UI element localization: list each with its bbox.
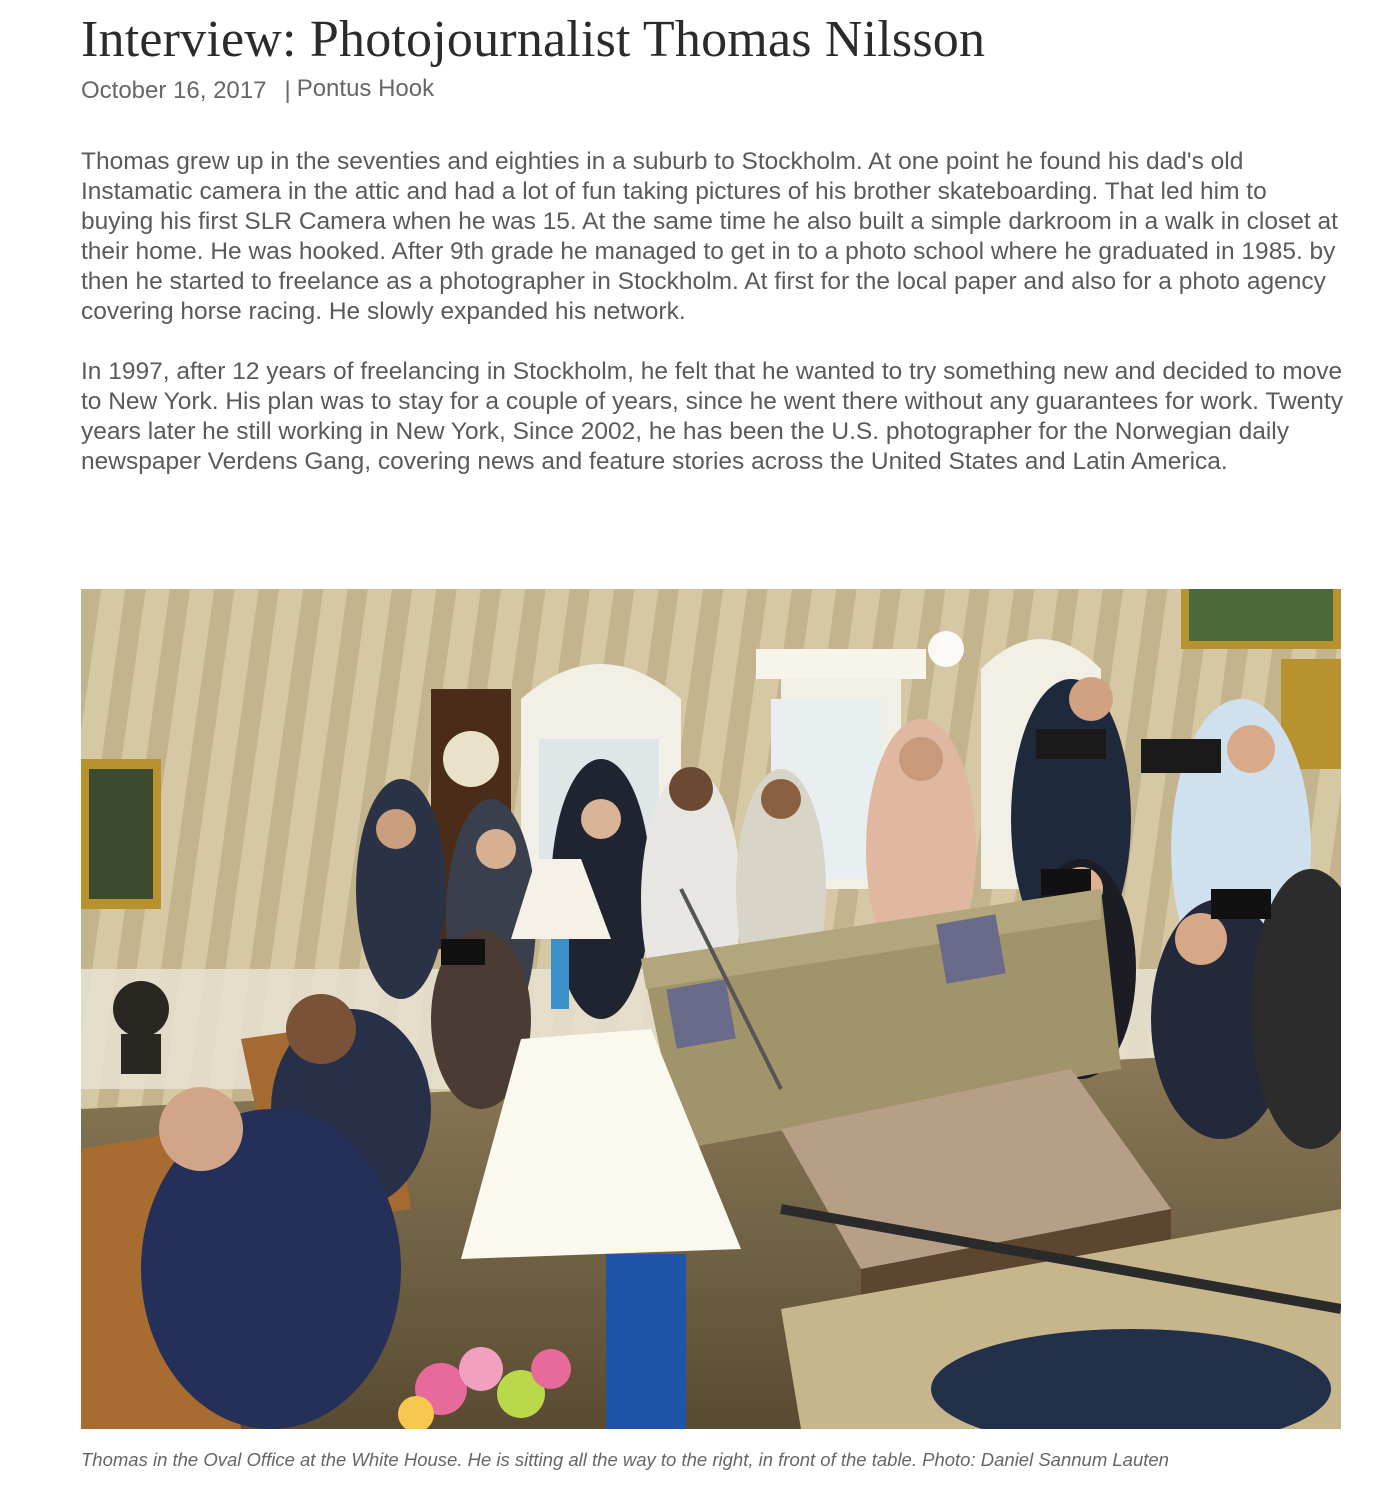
article-title: Interview: Photojournalist Thomas Nilsson (81, 11, 986, 68)
bust (113, 981, 169, 1037)
meta-separator: | (284, 77, 291, 104)
publish-date: October 16, 2017 (81, 77, 267, 104)
author-link[interactable]: Pontus Hook (296, 75, 435, 102)
lamp-base (606, 1254, 686, 1429)
article-body (81, 147, 1343, 507)
paragraph-1: Thomas grew up in the seventies and eighties in a suburb to Stockholm. At one point he found his dad's old Instamatic camera in the attic and had a lot of fun taking pictures of his brother skateboarding. That led him to buying his first SLR Camera when he was 15. At the same time he also built a simple darkroom in a walk in closet at their home. He was hooked. After 9th grade he managed to get in to a photo school where he graduated in 1985. by then he started to freelance as a photographer in Stockholm. At first for the local paper and also for a photo agency covering horse racing. He slowly expanded his network. (81, 148, 1338, 325)
photo-caption: Thomas in the Oval Office at the White House. He is sitting all the way to the right, in front of the table. Photo: Daniel Sannum Lauten (81, 1449, 1169, 1470)
seated-person-left (159, 1087, 243, 1171)
paragraph-2: In 1997, after 12 years of freelancing in Stockholm, he felt that he wanted to try something new and decided to move to New York. His plan was to stay for a couple of years, since he went there without any guarantees for work. Twenty years later he still working in New York, Since 2002, he has been the U.S. photographer for the Norwegian daily newspaper Verdens Gang, covering news and feature stories across the United States and Latin America. (81, 358, 1343, 475)
article-meta (81, 74, 434, 108)
oval-office-photo (81, 589, 1341, 1429)
studio-light (928, 631, 964, 667)
seated-person-center (286, 994, 356, 1064)
article-photo (81, 589, 1341, 1429)
